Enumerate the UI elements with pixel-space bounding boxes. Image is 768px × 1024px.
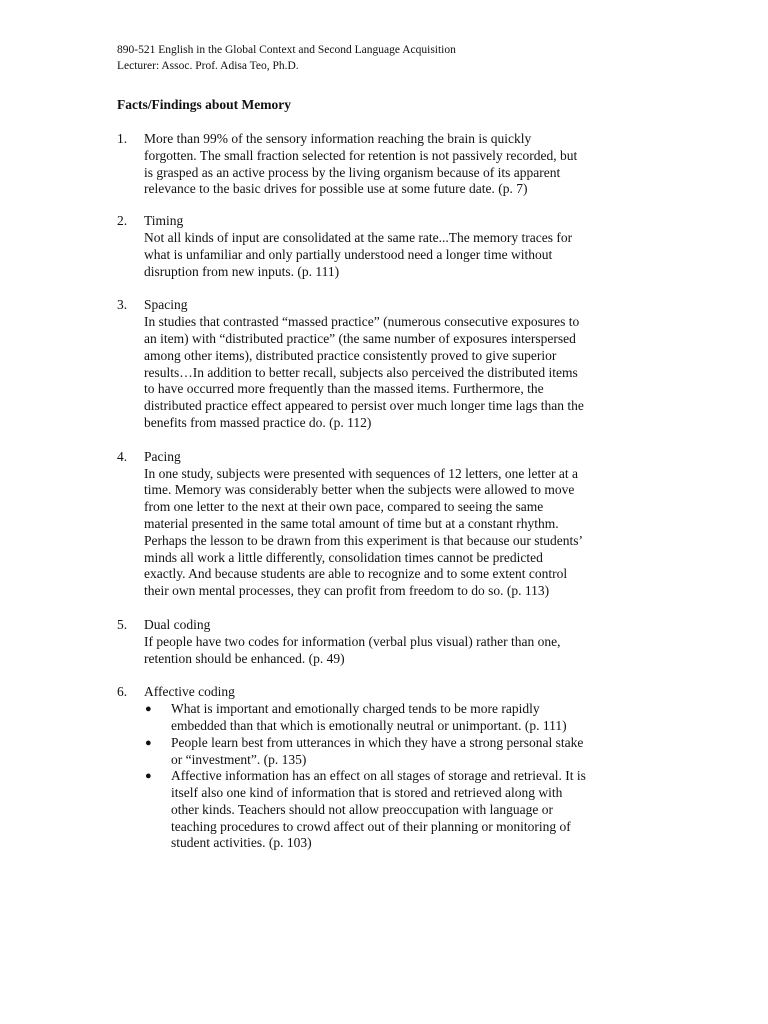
section-text-line: retention should be enhanced. (p. 49) xyxy=(144,650,345,666)
bullet-text-line: teaching procedures to crowd affect out of their planning or monitoring of xyxy=(171,818,571,834)
bullet-text-line: Affective information has an effect on all stages of storage and retrieval. It is xyxy=(171,768,586,784)
section-text-line: among other items), distributed practice consistently proved to give superior xyxy=(144,347,557,363)
section-text-line: time. Memory was considerably better when the subjects were allowed to move xyxy=(144,482,575,498)
sections-list xyxy=(117,131,662,852)
section-number: 2. xyxy=(117,213,128,229)
bullet-text-line: embedded than that which is emotionally neutral or unimportant. (p. 111) xyxy=(171,717,567,733)
bullet-item xyxy=(144,768,662,852)
section-text-line: from one letter to the next at their own pace, compared to seeing the same xyxy=(144,499,544,515)
bullet-dot-icon: ● xyxy=(145,703,152,716)
section-text-line: Perhaps the lesson to be drawn from this experiment is that because our students’ xyxy=(144,532,584,548)
bullet-text-line: student activities. (p. 103) xyxy=(171,835,312,851)
section-number: 5. xyxy=(117,616,128,632)
section-text-line: what is unfamiliar and only partially understood need a longer time without xyxy=(144,246,553,262)
section-text-line: More than 99% of the sensory information reaching the brain is quickly xyxy=(144,131,532,146)
section-heading: Pacing xyxy=(144,448,181,464)
section-text-line: an item) with “distributed practice” (the same number of exposures interspersed xyxy=(144,330,576,346)
section-number: 3. xyxy=(117,297,128,313)
section-text-line: In studies that contrasted “massed practice” (numerous consecutive exposures to xyxy=(144,314,580,330)
section-text-line: relevance to the basic drives for possible use at some future date. (p. 7) xyxy=(144,181,528,197)
section-text-line: is grasped as an active process by the living organism because of its apparent xyxy=(144,164,561,180)
section-5 xyxy=(117,617,662,667)
section-text-line: benefits from massed practice do. (p. 112) xyxy=(144,414,372,430)
bullet-dot-icon: ● xyxy=(145,736,152,749)
section-number: 4. xyxy=(117,448,128,464)
section-text-line: forgotten. The small fraction selected for retention is not passively recorded, but xyxy=(144,147,578,163)
section-heading: Dual coding xyxy=(144,616,211,632)
bullet-item xyxy=(144,701,662,735)
bullet-text-line: or “investment”. (p. 135) xyxy=(171,751,307,767)
section-text-line: minds all work a little differently, consolidation times cannot be predicted xyxy=(144,549,543,565)
bullet-dot-icon: ● xyxy=(145,770,152,783)
bullet-item xyxy=(144,735,662,769)
document-page xyxy=(117,42,662,852)
section-text-line: distributed practice effect appeared to persist over much longer time lags than the xyxy=(144,398,584,414)
section-4 xyxy=(117,449,662,600)
section-3 xyxy=(117,297,662,431)
document-title: Facts/Findings about Memory xyxy=(117,97,291,112)
bullet-text-line: People learn best from utterances in which they have a strong personal stake xyxy=(171,734,584,750)
section-6 xyxy=(117,684,662,852)
section-heading: Spacing xyxy=(144,297,188,313)
section-1 xyxy=(117,131,662,198)
section-text-line: results…In addition to better recall, subjects also perceived the distributed items xyxy=(144,364,578,380)
bullet-text-line: itself also one kind of information that is stored and retrieved along with xyxy=(171,785,563,801)
course-line: 890-521 English in the Global Context and Second Language Acquisition xyxy=(117,44,456,56)
section-heading: Timing xyxy=(144,213,184,229)
section-heading: Affective coding xyxy=(144,684,235,700)
section-number: 1. xyxy=(117,131,128,146)
section-2 xyxy=(117,213,662,280)
bullet-list xyxy=(144,701,662,852)
section-text-line: to have occurred more frequently than the massed items. Furthermore, the xyxy=(144,381,544,397)
section-text-line: exactly. And because students are able to recognize and to some extent control xyxy=(144,566,568,582)
bullet-text-line: other kinds. Teachers should not allow preoccupation with language or xyxy=(171,801,553,817)
section-text-line: disruption from new inputs. (p. 111) xyxy=(144,263,340,279)
section-text-line: If people have two codes for information (verbal plus visual) rather than one, xyxy=(144,633,561,649)
section-text-line: Not all kinds of input are consolidated at the same rate...The memory traces for xyxy=(144,229,573,245)
section-number: 6. xyxy=(117,684,128,700)
section-text-line: their own mental processes, they can profit from freedom to do so. (p. 113) xyxy=(144,583,550,599)
section-text-line: material presented in the same total amount of time but at a constant rhythm. xyxy=(144,515,559,531)
lecturer-line: Lecturer: Assoc. Prof. Adisa Teo, Ph.D. xyxy=(117,60,299,72)
section-text-line: In one study, subjects were presented with sequences of 12 letters, one letter at a xyxy=(144,465,578,481)
bullet-text-line: What is important and emotionally charged tends to be more rapidly xyxy=(171,701,540,717)
